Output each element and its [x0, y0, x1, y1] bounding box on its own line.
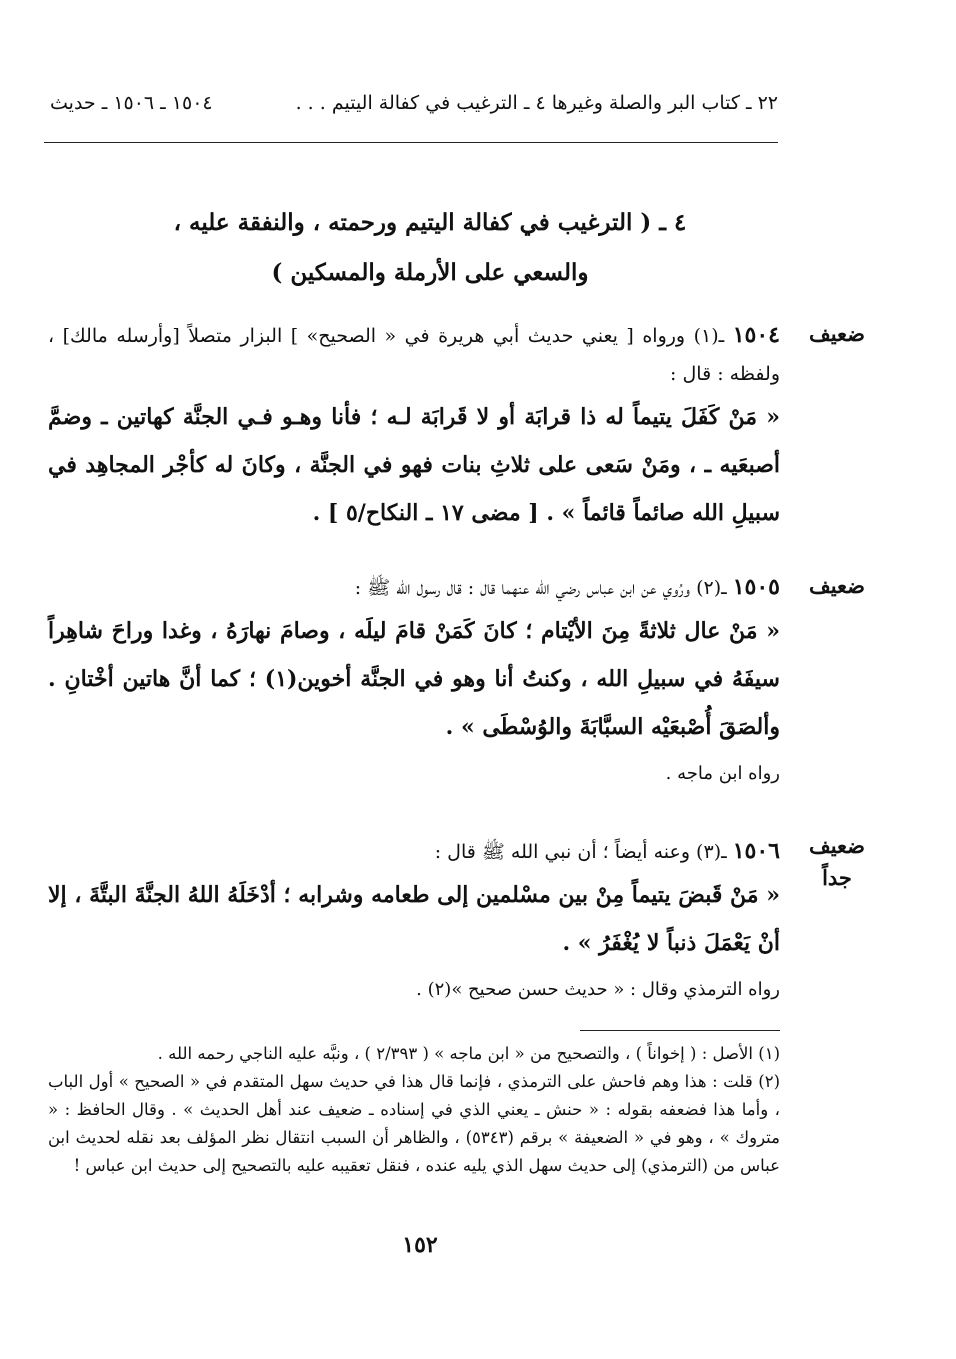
- footnote-divider: [580, 1030, 780, 1031]
- hadith-1506: [48, 832, 780, 1005]
- hadith-text: « مَنْ قَبضَ يتيماً مِنْ بين مسْلمين إلى طعامه وشرابه ؛ أدْخَلَهُ اللهُ الجنَّةَ البتَّةَ ، إلا أنْ يَعْمَلَ ذنباً لا يُغْفَرُ » .: [48, 882, 780, 956]
- hadith-number: ١٥٠٤: [732, 322, 780, 348]
- hadith-text: « مَنْ كَفَلَ يتيماً له ذا قرابَة أو لا قَرابَة لـه ؛ فأنا وهـو فـي الجنَّة كهاتين ـ وضمَّ أصبعَيه ـ ، ومَنْ سَعى على ثلاثِ بنات فهو في الجنَّة ، وكانَ له كأجْر المجاهِد في سبيلِ الله صائماً قائماً » . [ مضى ١٧ ـ النكاح/٥ ] .: [48, 404, 780, 526]
- hadith-1504: [48, 316, 780, 537]
- hadith-chain: ـ(٢) ورُوي عن ابن عباس رضي الله عنهما قال : قال رسول الله ﷺ :: [354, 577, 727, 599]
- chapter-title-line-1: ٤ ـ ( الترغيب في كفالة اليتيم ورحمته ، والنفقة عليه ،: [173, 209, 687, 236]
- hadith-intro: [48, 568, 780, 607]
- hadith-number: ١٥٠٥: [732, 574, 780, 600]
- header-divider: [44, 142, 778, 143]
- hadith-text: « مَنْ عال ثلاثةً مِنَ الأيْتام ؛ كانَ كَمَنْ قامَ ليلَه ، وصامَ نهارَهُ ، وغدا وراحَ شاهِراً سيفَهُ في سبيلِ الله ، وكنتُ أنا وهو في الجنَّة أخوين(١) ؛ كما أنَّ هاتين أخْتانِ . وألصَقَ أُصْبعَيْه السبَّابَةَ والوُسْطَى » .: [48, 618, 780, 740]
- hadith-intro: [48, 832, 780, 871]
- footnote-2: (٢) قلت : هذا وهم فاحش على الترمذي ، فإنما قال هذا في حديث سهل المتقدم في « الصحيح » أول الباب ، وأما هذا فضعفه بقوله : « حنش ـ يعني الذي في إسناده ـ ضعيف عند أهل الحديث » . وقال الحافظ : « متروك » ، وهو في « الضعيفة » برقم (٥٣٤٣) ، والظاهر أن السبب انتقال نظر المؤلف بعد نقله لحديث ابن عباس من (الترمذي) إلى حديث سهل الذي يليه عنده ، فنقل تعقيبه عليه بالتصحيح إلى حديث ابن عباس !: [48, 1072, 780, 1175]
- grade-label-1506: ضعيف جداً: [808, 833, 866, 890]
- grade-label-1505: ضعيف: [808, 573, 866, 598]
- hadith-source: رواه الترمذي وقال : « حديث حسن صحيح »(٢) .: [416, 979, 780, 1000]
- footnote-1: (١) الأصل : ( إخواناً ) ، والتصحيح من « ابن ماجه » ( ٢/٣٩٣ ) ، ونبَّه عليه الناجي رحمه الله .: [157, 1044, 780, 1063]
- footnotes: [48, 1040, 780, 1180]
- chapter-title-line-2: والسعي على الأرملة والمسكين ): [271, 259, 589, 286]
- header-hadith-range: ١٥٠٤ ـ ١٥٠٦ ـ حديث: [50, 92, 213, 114]
- hadith-chain: ـ(٣) وعنه أيضاً ؛ أن نبي الله ﷺ قال :: [434, 841, 727, 863]
- header-chapter-text: ٢٢ ـ كتاب البر والصلة وغيرها ٤ ـ الترغيب في كفالة اليتيم . . .: [295, 92, 778, 114]
- hadith-number: ١٥٠٦: [732, 838, 780, 864]
- grade-label-1504: ضعيف: [808, 321, 866, 346]
- hadith-source: رواه ابن ماجه .: [665, 763, 780, 784]
- hadith-1505: [48, 568, 780, 789]
- running-header: [50, 92, 778, 124]
- chapter-title: [150, 198, 710, 298]
- page-number: ١٥٢: [402, 1232, 438, 1258]
- hadith-intro: [48, 316, 780, 393]
- hadith-chain: ـ(١) ورواه [ يعني حديث أبي هريرة في « الصحيح» ] البزار متصلاً [وأرسله مالك] ، ولفظه : قال :: [48, 325, 780, 385]
